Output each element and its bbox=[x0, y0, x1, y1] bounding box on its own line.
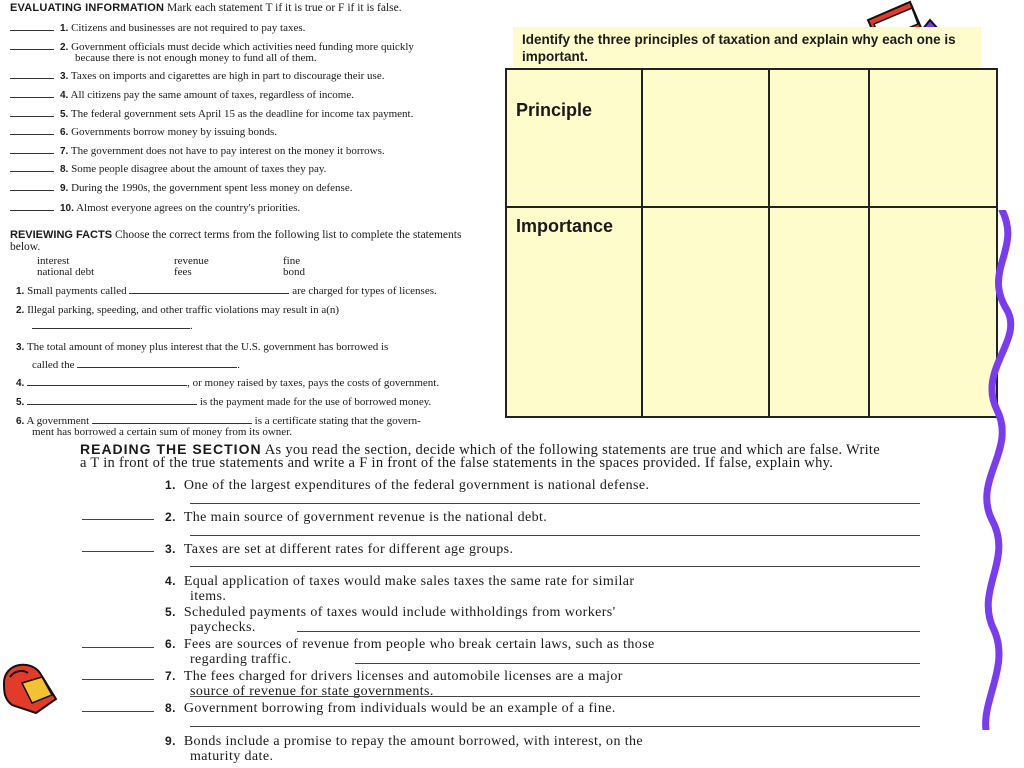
list-item: 6. Fees are sources of revenue from people who break certain laws, such as those bbox=[165, 637, 655, 652]
term-item: bond bbox=[283, 266, 305, 278]
list-item: 9. Bonds include a promise to repay the amount borrowed, with interest, on the bbox=[165, 734, 644, 749]
answer-blank[interactable] bbox=[10, 116, 54, 117]
answer-blank[interactable] bbox=[27, 385, 187, 386]
term-item: national debt bbox=[37, 266, 95, 278]
term-item: revenue bbox=[174, 255, 209, 267]
reviewing-instructions: Choose the correct terms from the following list to complete the statements below. bbox=[10, 229, 462, 253]
evaluating-heading-line bbox=[10, 2, 402, 14]
list-item: 8. Some people disagree about the amount of taxes they pay. bbox=[10, 163, 326, 175]
list-item: 9. During the 1990s, the government spent less money on defense. bbox=[10, 182, 352, 194]
list-item: 5. Scheduled payments of taxes would include withholdings from workers' bbox=[165, 605, 616, 620]
answer-blank[interactable] bbox=[10, 153, 54, 154]
reviewing-heading: REVIEWING FACTS bbox=[10, 229, 113, 241]
table-row bbox=[506, 207, 997, 417]
table-prompt: Identify the three principles of taxation and explain why each one is important. bbox=[513, 27, 981, 67]
fill-item: 2. Illegal parking, speeding, and other traffic violations may result in a(n) bbox=[16, 304, 340, 316]
list-item: 5. The federal government sets April 15 as the deadline for income tax payment. bbox=[10, 108, 413, 120]
fill-item-continuation: called the . bbox=[32, 359, 240, 371]
answer-line[interactable] bbox=[190, 726, 920, 727]
fill-item-continuation: ment has borrowed a certain sum of money from its owner. bbox=[32, 426, 292, 438]
answer-blank[interactable] bbox=[129, 293, 289, 294]
list-item: 1. Citizens and businesses are not required to pay taxes. bbox=[10, 22, 305, 34]
answer-blank[interactable] bbox=[10, 97, 54, 98]
list-item: 7. The government does not have to pay interest on the money it borrows. bbox=[10, 145, 385, 157]
list-item: 3. Taxes are set at different rates for different age groups. bbox=[165, 542, 514, 557]
pencil-clipart-icon bbox=[0, 655, 60, 717]
list-item-continuation: because there is not enough money to fund all of them. bbox=[75, 52, 317, 64]
list-item: 1. One of the largest expenditures of the federal government is national defense. bbox=[165, 478, 650, 493]
list-item: 3. Taxes on imports and cigarettes are high in part to discourage their use. bbox=[10, 70, 384, 82]
answer-blank[interactable] bbox=[82, 551, 154, 552]
fill-item: 4. , or money raised by taxes, pays the costs of government. bbox=[16, 377, 440, 389]
reviewing-heading-block bbox=[10, 229, 490, 253]
answer-blank[interactable] bbox=[92, 423, 252, 424]
squiggle-border-icon bbox=[962, 210, 1024, 730]
table-cell[interactable] bbox=[642, 207, 769, 417]
list-item: 4. All citizens pay the same amount of taxes, regardless of income. bbox=[10, 89, 354, 101]
answer-line[interactable] bbox=[355, 663, 920, 664]
answer-blank[interactable] bbox=[10, 190, 54, 191]
answer-line[interactable] bbox=[190, 503, 920, 504]
table-row bbox=[506, 69, 997, 207]
table-cell[interactable] bbox=[869, 69, 997, 207]
answer-line[interactable] bbox=[190, 535, 920, 536]
list-item: 4. Equal application of taxes would make sales taxes the same rate for similar bbox=[165, 574, 635, 589]
list-item-continuation: source of revenue for state governments. bbox=[190, 684, 434, 699]
answer-blank[interactable] bbox=[10, 171, 54, 172]
list-item-continuation: maturity date. bbox=[190, 749, 274, 764]
answer-line[interactable] bbox=[190, 696, 920, 697]
list-item: 7. The fees charged for drivers licenses and automobile licenses are a major bbox=[165, 669, 623, 684]
row-label-importance: Importance bbox=[506, 207, 642, 417]
answer-blank[interactable] bbox=[82, 711, 154, 712]
list-item: 2. Government officials must decide which activities need funding more quickly bbox=[10, 41, 414, 53]
list-item: 8. Government borrowing from individuals would be an example of a fine. bbox=[165, 701, 616, 716]
list-item-continuation: items. bbox=[190, 589, 227, 604]
list-item: 2. The main source of government revenue is the national debt. bbox=[165, 510, 548, 525]
term-item: fees bbox=[174, 266, 192, 278]
answer-blank[interactable] bbox=[10, 210, 54, 211]
fill-item-continuation: . bbox=[32, 320, 193, 332]
answer-blank[interactable] bbox=[10, 49, 54, 50]
answer-blank[interactable] bbox=[10, 78, 54, 79]
fill-item: 1. Small payments called are charged for types of licenses. bbox=[16, 285, 437, 297]
fill-item: 3. The total amount of money plus interest that the U.S. government has borrowed is bbox=[16, 341, 389, 353]
evaluating-heading: EVALUATING INFORMATION bbox=[10, 2, 165, 14]
table-cell[interactable] bbox=[769, 69, 869, 207]
term-item: fine bbox=[283, 255, 301, 267]
table-cell[interactable] bbox=[642, 69, 769, 207]
principles-table bbox=[505, 68, 998, 418]
answer-blank[interactable] bbox=[82, 519, 154, 520]
fill-item: 5. is the payment made for the use of borrowed money. bbox=[16, 396, 432, 408]
reading-heading: READING THE SECTION bbox=[80, 441, 262, 457]
term-item: interest bbox=[37, 255, 70, 267]
answer-line[interactable] bbox=[297, 631, 920, 632]
evaluating-instructions: Mark each statement T if it is true or F if it is false. bbox=[166, 2, 402, 14]
fill-item: 6. A government is a certificate stating that the govern- bbox=[16, 415, 421, 427]
answer-blank[interactable] bbox=[32, 328, 190, 329]
list-item-continuation: paychecks. bbox=[190, 620, 256, 635]
reading-instructions: As you read the section, decide which of the following statements are true and which are false. Write a T in front of the true statements and write a F in front of the false statements in the spaces provided. If false, explain why. bbox=[80, 442, 880, 471]
answer-blank[interactable] bbox=[10, 134, 54, 135]
answer-blank[interactable] bbox=[77, 367, 237, 368]
table-cell[interactable] bbox=[769, 207, 869, 417]
answer-blank[interactable] bbox=[82, 679, 154, 680]
worksheet-panel bbox=[0, 0, 505, 445]
row-label-principle: Principle bbox=[506, 69, 642, 207]
answer-blank[interactable] bbox=[82, 647, 154, 648]
list-item: 10. Almost everyone agrees on the country's priorities. bbox=[10, 202, 300, 214]
list-item-continuation: regarding traffic. bbox=[190, 652, 292, 667]
answer-blank[interactable] bbox=[10, 30, 54, 31]
answer-line[interactable] bbox=[190, 566, 920, 567]
list-item: 6. Governments borrow money by issuing bonds. bbox=[10, 126, 277, 138]
answer-blank[interactable] bbox=[27, 404, 197, 405]
reading-heading-block bbox=[80, 443, 880, 469]
